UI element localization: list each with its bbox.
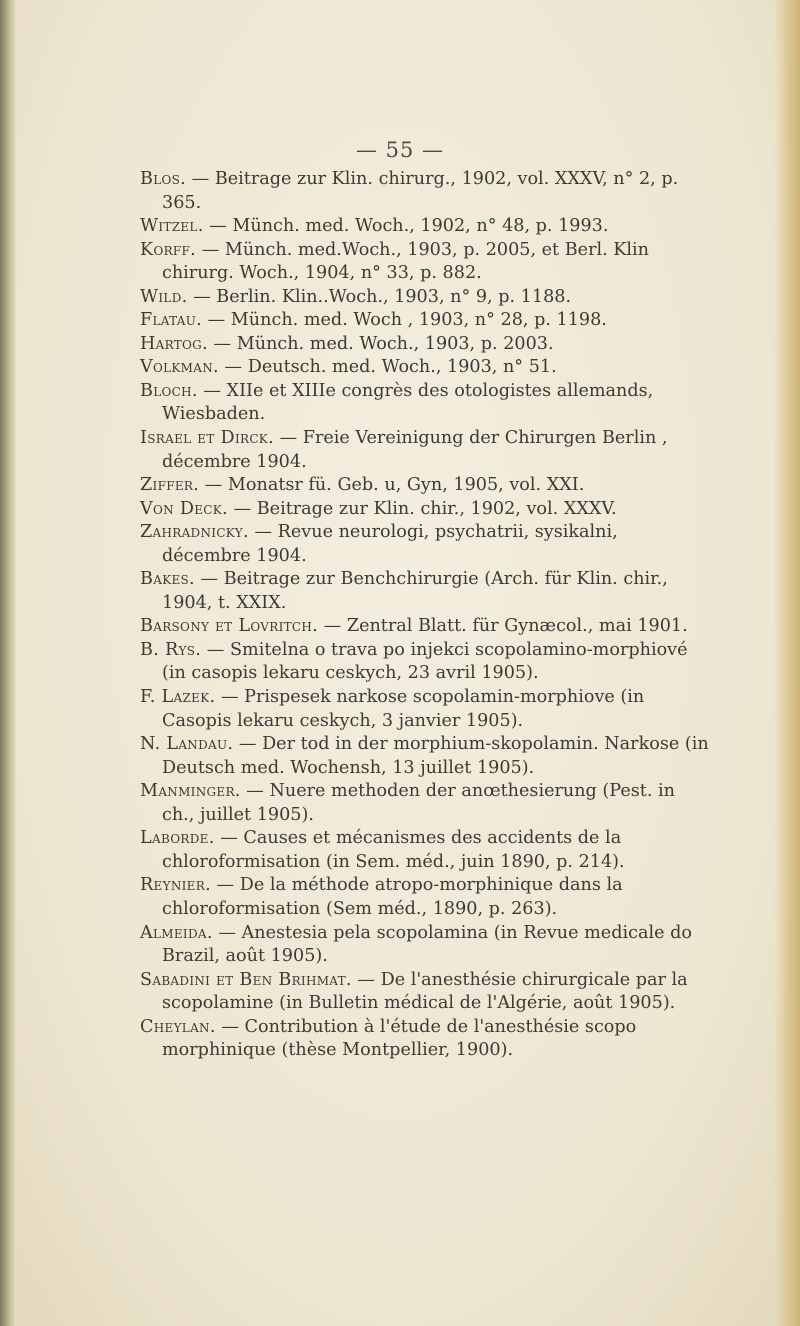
entry-text: — XIIe et XIIIe congrès des otologistes allemands, Wiesbaden. — [162, 380, 654, 425]
bibliography-entry — [140, 239, 710, 286]
entry-author: Barsony et Lovritch. — [140, 616, 319, 637]
entry-text: — Nuere methoden der anœthesierung (Pest. in ch., juillet 1905). — [162, 781, 675, 825]
bibliography-entry — [140, 1016, 710, 1063]
bibliography-entry — [140, 969, 710, 1016]
entry-author: Hartog. — [140, 333, 208, 354]
page-number: — 55 — — [355, 138, 445, 162]
entry-author: B. Rys. — [140, 639, 202, 660]
entry-author: Almeida. — [140, 922, 213, 943]
entry-author: Reynier. — [140, 875, 211, 896]
entry-author: Wild. — [140, 286, 188, 307]
entry-text: — Beitrage zur Benchchirurgie (Arch. für Klin. chir., 1904, t. XXIX. — [162, 569, 668, 613]
entry-author: Cheylan. — [140, 1016, 216, 1037]
entry-author: Sabadini et Ben Brihmat. — [140, 969, 352, 990]
bibliography-entry — [140, 780, 710, 827]
entry-text: — Smitelna o trava po injekci scopolamino-morphiové (in casopis lekaru ceskych, 23 avril 1905). — [162, 639, 688, 684]
entry-text: — Zentral Blatt. für Gynæcol., mai 1901. — [318, 616, 688, 637]
bibliography-entry — [140, 639, 710, 686]
entry-author: Israel et Dirck. — [140, 428, 274, 449]
entry-text: — Münch. med. Woch., 1903, p. 2003. — [207, 333, 554, 354]
bibliography-entry — [140, 168, 710, 215]
bibliography-entry — [140, 333, 710, 357]
entry-author: Laborde. — [140, 828, 215, 849]
entry-author: Zahradnicky. — [140, 522, 249, 543]
entry-text: — Beitrage zur Klin. chirurg., 1902, vol. XXXV, n° 2, p. 365. — [162, 169, 679, 213]
entry-text: — Münch. med. Woch., 1902, n° 48, p. 1993. — [203, 216, 609, 237]
entry-author: Blos. — [140, 169, 187, 189]
bibliography-entry — [140, 568, 710, 615]
entry-text: — Contribution à l'étude de l'anesthésie scopo morphinique (thèse Montpellier, 1900). — [162, 1016, 637, 1061]
bibliography-entry — [140, 615, 710, 639]
bibliography-entry — [140, 827, 710, 874]
entry-text: — Berlin. Klin..Woch., 1903, n° 9, p. 1188. — [187, 286, 572, 307]
entry-author: Flatau. — [140, 310, 203, 331]
entry-text: — De l'anesthésie chirurgicale par la scopolamine (in Bulletin médical de l'Algérie, août 1905). — [162, 969, 688, 1014]
entry-author: Manminger. — [140, 781, 241, 802]
entry-author: Witzel. — [140, 216, 204, 237]
entry-text: — Monatsr fü. Geb. u, Gyn, 1905, vol. XXI. — [199, 475, 585, 496]
bibliography-entry — [140, 474, 710, 498]
entry-author: Bloch. — [140, 380, 198, 401]
bibliography-entry — [140, 380, 710, 427]
bibliography-entry — [140, 521, 710, 568]
entry-text: — Revue neurologi, psychatrii, sysikalni, décembre 1904. — [162, 522, 618, 566]
entry-text: — Beitrage zur Klin. chir., 1902, vol. XXXV. — [227, 498, 617, 519]
bibliography-entry — [140, 215, 710, 239]
bibliography-entry — [140, 427, 710, 474]
bibliography-entry — [140, 309, 710, 333]
entry-author: N. Landau. — [140, 734, 234, 755]
bibliography-entry — [140, 286, 710, 310]
entry-author: Von Deck. — [140, 498, 228, 519]
bibliography-entry — [140, 356, 710, 380]
bibliography-entry — [140, 686, 710, 733]
bibliography-entry — [140, 874, 710, 921]
entry-text: — Münch. med. Woch , 1903, n° 28, p. 1198. — [202, 310, 607, 331]
page-left-edge — [0, 0, 16, 1326]
bibliography-entry — [140, 922, 710, 969]
entry-author: Volkman. — [140, 357, 219, 378]
page-right-edge — [774, 0, 800, 1326]
entry-text: — Freie Vereinigung der Chirurgen Berlin , décembre 1904. — [162, 428, 668, 472]
entry-text: — Münch. med.Woch., 1903, p. 2005, et Berl. Klin chirurg. Woch., 1904, n° 33, p. 882. — [162, 239, 650, 284]
entry-author: Ziffer. — [140, 475, 200, 496]
entry-text: — De la méthode atropo-morphinique dans la chloroformisation (Sem méd., 1890, p. 263). — [162, 875, 623, 919]
entry-text: — Deutsch. med. Woch., 1903, n° 51. — [218, 357, 557, 378]
entry-text: — Der tod in der morphium-skopolamin. Narkose (in Deutsch med. Wochensh, 13 juillet 1905). — [162, 734, 709, 778]
entry-author: F. Lazek. — [140, 687, 216, 708]
bibliography-list — [140, 168, 710, 1063]
bibliography-entry — [140, 733, 710, 780]
entry-text: — Causes et mécanismes des accidents de la chloroformisation (in Sem. méd., juin 1890, p. 214). — [162, 828, 625, 872]
entry-text: — Prispesek narkose scopolamin-morphiove (in Casopis lekaru ceskych, 3 janvier 1905). — [162, 687, 645, 731]
bibliography-entry — [140, 498, 710, 522]
entry-author: Korff. — [140, 239, 197, 260]
entry-text: — Anestesia pela scopolamina (in Revue medicale do Brazil, août 1905). — [162, 922, 692, 967]
entry-author: Bakes. — [140, 569, 195, 590]
